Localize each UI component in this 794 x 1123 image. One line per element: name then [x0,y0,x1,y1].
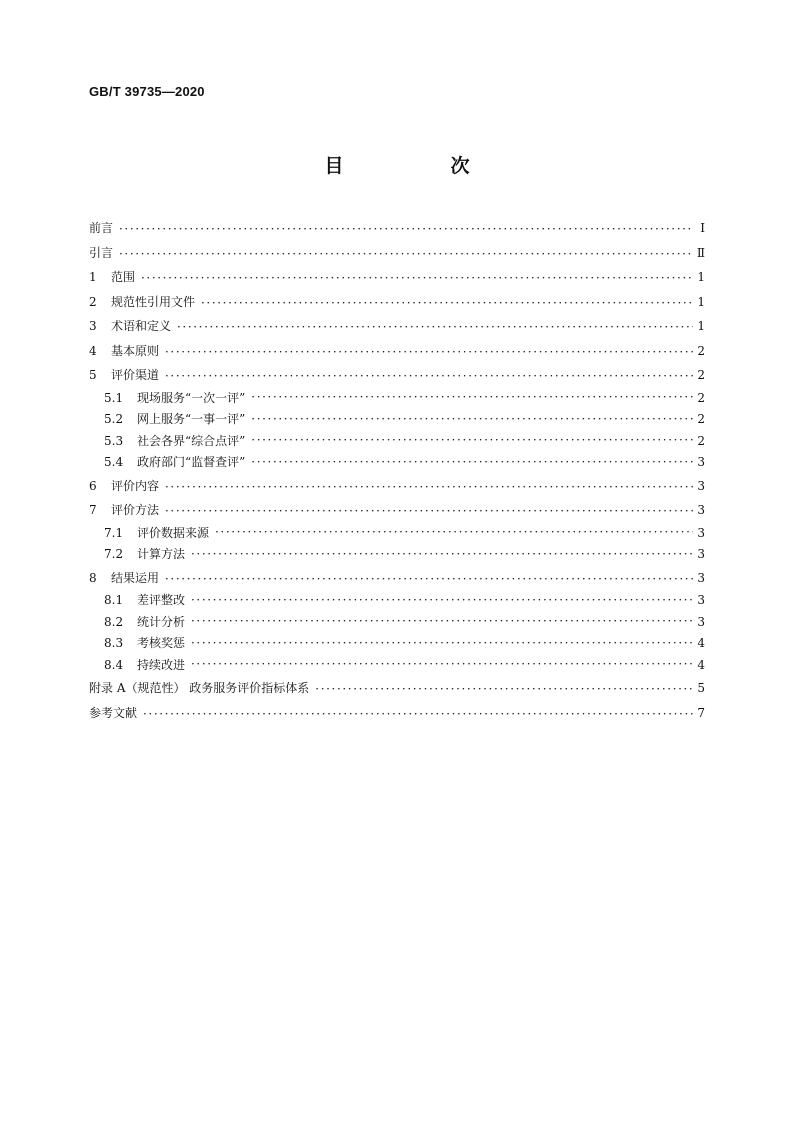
toc-leader-dots [165,369,693,381]
toc-entry[interactable] [89,655,705,677]
toc-entry[interactable] [89,339,705,364]
toc-entry[interactable] [89,544,705,566]
toc-entry[interactable] [89,452,705,474]
toc-leader-dots [165,572,693,584]
standard-code: GB/T 39735—2020 [89,84,205,99]
toc-entry-page: 1 [697,319,705,333]
toc-entry-label: 评价内容 [111,478,160,493]
toc-leader-dots [119,222,693,234]
toc-entry[interactable] [89,265,705,290]
toc-entry-page: 7 [697,705,705,720]
toc-leader-dots [191,595,693,607]
toc-entry-number: 8.3 [104,636,124,650]
toc-entry-label: 引言 [89,245,114,260]
toc-entry-label: 参考文献 [89,705,138,720]
toc-leader-dots [191,659,693,671]
toc-entry-label: 计算方法 [137,547,186,561]
toc-entry-label: 统计分析 [137,614,186,629]
toc-leader-dots [215,527,693,539]
toc-leader-dots [191,616,693,628]
toc-entry-label: 规范性引用文件 [111,294,196,309]
toc-entry-page: 3 [697,547,705,561]
toc-entry-page: 1 [697,294,705,309]
toc-entry[interactable] [89,290,705,315]
toc-entry-label: 政府部门“监督查评” [137,455,246,469]
toc-entry-label: 评价渠道 [111,368,160,382]
toc-entry[interactable] [89,409,705,431]
toc-entry[interactable] [89,363,705,388]
toc-leader-dots [141,271,693,283]
toc-entry-number: 5.4 [104,455,124,469]
toc-entry-number: 4 [89,343,97,358]
toc-entry[interactable] [89,388,705,410]
toc-entry-number: 7.1 [104,525,124,540]
toc-entry[interactable] [89,216,705,241]
toc-entry-number: 2 [89,294,97,309]
toc-entry-page: Ⅰ [700,221,705,235]
toc-entry-label: 社会各界“综合点评” [137,433,246,448]
toc-leader-dots [251,414,693,426]
toc-entry-page: 3 [697,593,705,607]
toc-leader-dots [191,638,693,650]
toc-entry-page: 3 [697,503,705,517]
toc-entry-number: 6 [89,478,97,493]
toc-entry[interactable] [89,498,705,523]
toc-entry[interactable] [89,701,705,726]
toc-entry-page: 2 [697,433,705,448]
toc-entry-label: 基本原则 [111,343,160,358]
toc-entry[interactable] [89,314,705,339]
toc-entry-page: Ⅱ [696,245,705,260]
toc-entry-page: 3 [697,525,705,540]
toc-entry-number: 5 [89,368,97,382]
toc-entry[interactable] [89,633,705,655]
toc-entry[interactable] [89,590,705,612]
toc-entry-number: 8.1 [104,593,124,607]
toc-entry[interactable] [89,474,705,499]
toc-leader-dots [143,707,693,719]
toc-entry-number: 8 [89,570,97,585]
toc-entry-number: 5.1 [104,390,124,405]
toc-leader-dots [315,682,693,694]
toc-entry[interactable] [89,523,705,545]
toc-entry-number: 8.4 [104,657,124,672]
toc-entry-label: 范围 [111,270,136,284]
toc-entry-label: 前言 [89,221,114,235]
toc-entry-number: 1 [89,270,97,284]
toc-entry-page: 4 [697,657,705,672]
toc-entry-label: 考核奖惩 [137,636,186,650]
toc-leader-dots [119,247,693,259]
toc-entry-page: 2 [697,390,705,405]
toc-entry-label: 附录 A（规范性） 政务服务评价指标体系 [89,681,310,695]
toc-entry-page: 3 [697,455,705,469]
page-title: 目 次 [324,155,514,177]
toc-entry-page: 2 [697,343,705,358]
toc-entry-number: 3 [89,319,97,333]
toc-leader-dots [201,296,693,308]
toc-entry-label: 评价方法 [111,503,160,517]
toc-entry-label: 术语和定义 [111,319,172,333]
toc-entry-label: 现场服务“一次一评” [137,390,246,405]
toc-leader-dots [165,480,693,492]
toc-entry[interactable] [89,612,705,634]
toc-entry-page: 2 [697,412,705,426]
toc-leader-dots [191,549,693,561]
toc-entry-page: 3 [697,570,705,585]
toc-entry-page: 3 [697,478,705,493]
toc-entry-number: 5.2 [104,412,124,426]
toc-entry-page: 5 [697,681,705,695]
toc-entry-page: 3 [697,614,705,629]
toc-leader-dots [165,345,693,357]
toc-leader-dots [251,435,693,447]
toc-entry-page: 4 [697,636,705,650]
toc-entry[interactable] [89,676,705,701]
toc-entry-number: 7.2 [104,547,124,561]
toc-entry-label: 差评整改 [137,593,186,607]
toc-entry-number: 8.2 [104,614,124,629]
toc-entry-label: 评价数据来源 [137,525,210,540]
toc-leader-dots [251,392,693,404]
toc-leader-dots [251,457,693,469]
toc-entry-number: 7 [89,503,97,517]
toc-entry[interactable] [89,566,705,591]
toc-entry-label: 网上服务“一事一评” [137,412,246,426]
toc-entry-page: 1 [697,270,705,284]
toc-entry-page: 2 [697,368,705,382]
toc-entry[interactable] [89,241,705,266]
toc-leader-dots [177,320,693,332]
table-of-contents [89,216,705,725]
toc-entry-label: 持续改进 [137,657,186,672]
toc-leader-dots [165,504,693,516]
toc-entry[interactable] [89,431,705,453]
toc-entry-label: 结果运用 [111,570,160,585]
toc-entry-number: 5.3 [104,433,124,448]
